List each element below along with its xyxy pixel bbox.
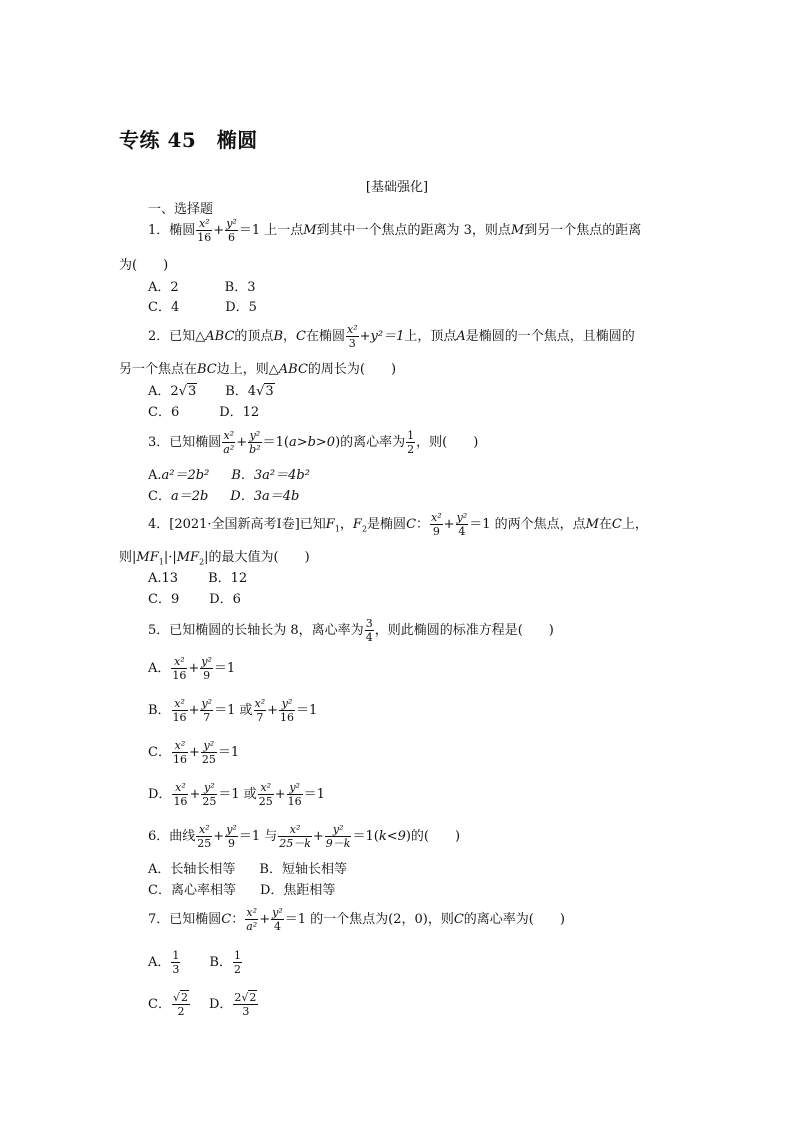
option-c[interactable]: C．6 <box>148 405 180 420</box>
option-d[interactable]: D．6 <box>209 592 241 607</box>
q1-options-ab <box>148 280 256 296</box>
q5-option-a[interactable]: A． $\frac{\text{x²}}{16}$ + $\frac{\text{y²}}{9}$ ＝1 <box>148 655 236 682</box>
question-1: 1．椭圆 $\frac{\text{x²}}{16}$ + $\frac{\text{y²}}{6}$ ＝1 上一点M到其中一个焦点的距离为 3，则点M到另一个焦点的距离 <box>148 217 642 244</box>
option-c[interactable]: C． $\frac{√2}{2}$ <box>148 991 188 1018</box>
question-3: 3．已知椭圆 $\frac{\text{x²}}{\text{a²}}$ + $\frac{\text{y²}}{\text{b²}}$ ＝1(a>b>0)的离心率为 $\frac{1}{2}$ ，则( ) <box>148 429 479 456</box>
q6-options-ab <box>148 862 347 878</box>
section-heading: 一、选择题 <box>148 202 214 217</box>
q2-options-ab <box>148 384 275 400</box>
q4-options-ab <box>148 571 247 587</box>
option-d[interactable]: D．3a＝4b <box>230 489 300 504</box>
option-d[interactable]: D． $\frac{2√2}{3}$ <box>208 991 257 1018</box>
question-2: 2．已知△ABC的顶点B，C在椭圆 $\frac{\text{x²}}{3}$ +y²＝1上，顶点A是椭圆的一个焦点，且椭圆的 <box>148 323 635 350</box>
option-a[interactable]: A．2 <box>148 280 179 295</box>
q3-options-ab <box>148 468 310 484</box>
option-c[interactable]: C．离心率相等 <box>148 883 236 898</box>
q3-options-cd <box>148 489 299 505</box>
option-d[interactable]: D．12 <box>219 405 260 420</box>
option-b[interactable]: B．3 <box>224 280 256 295</box>
q5-option-d[interactable]: D． $\frac{\text{x²}}{16}$ + $\frac{\text{y²}}{25}$ ＝1 或 $\frac{\text{x²}}{25}$ + $\frac{\text{y²}}{16}$ ＝1 <box>148 781 325 808</box>
question-1-cont: 为( ) <box>119 258 169 273</box>
question-2-cont: 另一个焦点在BC边上，则△ABC的周长为( ) <box>119 362 397 377</box>
option-c[interactable]: C．9 <box>148 592 180 607</box>
option-b[interactable]: B．3a²＝4b² <box>231 468 310 483</box>
section-subhead: [基础强化] <box>365 180 429 195</box>
option-d[interactable]: D．焦距相等 <box>259 883 336 898</box>
q1-options-cd <box>148 300 257 316</box>
option-a[interactable]: A.a²＝2b² <box>148 468 210 483</box>
option-d[interactable]: D．5 <box>225 300 257 315</box>
q5-option-b[interactable]: B． $\frac{\text{x²}}{16}$ + $\frac{\text{y²}}{7}$ ＝1 或 $\frac{\text{x²}}{7}$ + $\frac{\text{y²}}{16}$ ＝1 <box>148 697 318 724</box>
question-4: 4．[2021·全国新高考Ⅰ卷]已知$F_1$，$F_2$是椭圆C： $\frac{\text{x²}}{9}$ + $\frac{\text{y²}}{4}$ ＝1 的两个焦点，点M在C上， <box>148 511 648 538</box>
option-b[interactable]: B． $\frac{1}{2}$ <box>209 949 241 976</box>
option-b[interactable]: B．4√3 <box>225 384 274 399</box>
q6-options-cd <box>148 883 335 899</box>
question-6: 6．曲线 $\frac{\text{x²}}{25}$ + $\frac{\text{y²}}{9}$ ＝1 与 $\frac{\text{x²}}{25-k}$ + $\frac{\text{y²}}{9-k}$ ＝1(k<9)的( ) <box>148 823 461 850</box>
option-b[interactable]: B．短轴长相等 <box>259 862 347 877</box>
q4-options-cd <box>148 592 241 608</box>
question-5: 5．已知椭圆的长轴长为 8，离心率为 $\frac{3}{4}$ ，则此椭圆的标准方程是( ) <box>148 617 554 644</box>
option-a[interactable]: A．长轴长相等 <box>148 862 236 877</box>
question-7: 7．已知椭圆C： $\frac{\text{x²}}{\text{a²}}$ + $\frac{\text{y²}}{4}$ ＝1 的一个焦点为(2，0)，则C的离心率为( ) <box>148 906 565 933</box>
q5-option-c[interactable]: C． $\frac{\text{x²}}{16}$ + $\frac{\text{y²}}{25}$ ＝1 <box>148 739 240 766</box>
option-c[interactable]: C．a＝2b <box>148 489 209 504</box>
option-b[interactable]: B．12 <box>208 571 248 586</box>
question-4-cont: 则$|MF_1|\cdot|MF_2|$的最大值为( ) <box>119 550 310 567</box>
option-a[interactable]: A．2√3 <box>148 384 197 399</box>
page-title: 专练 45 椭圆 <box>119 128 258 152</box>
option-a[interactable]: A.13 <box>148 571 179 586</box>
option-c[interactable]: C．4 <box>148 300 180 315</box>
option-a[interactable]: A． $\frac{1}{3}$ <box>148 949 180 976</box>
q2-options-cd <box>148 405 259 421</box>
q7-options-ab <box>148 950 243 975</box>
q7-options-cd <box>148 992 259 1017</box>
